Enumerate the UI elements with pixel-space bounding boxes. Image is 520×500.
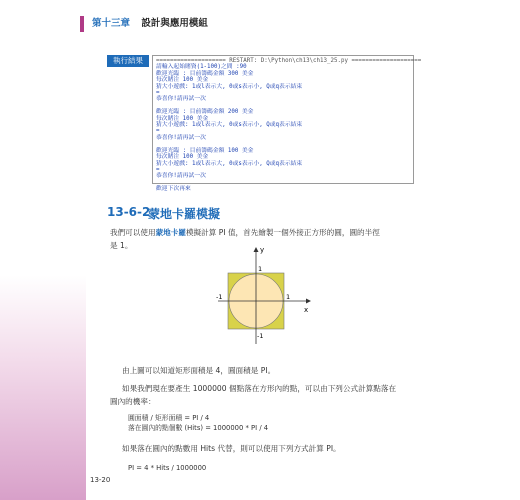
console-line: 每次賭注 100 美金: [156, 115, 209, 122]
console-line: 猜大小遊戲: 1或l表示大, 0或s表示小, Q或q表示結束: [156, 122, 303, 129]
x-axis-label: x: [304, 306, 309, 314]
area-paragraph: 由上圖可以知道矩形面積是 4，圓面積是 PI。: [122, 366, 276, 375]
monte-carlo-figure: [200, 240, 330, 360]
page-header: [92, 15, 208, 29]
console-line: 歡迎下次再來: [156, 186, 191, 193]
console-output-box: [152, 55, 422, 193]
console-line: =: [156, 128, 160, 135]
intro-text-1: 我們可以使用: [110, 228, 156, 237]
formula-1: [128, 413, 268, 433]
tick-pos-x: 1: [286, 293, 291, 301]
console-line: 恭喜你!請再試一次: [156, 173, 206, 180]
console-line: 每次賭注 100 美金: [156, 154, 209, 161]
console-line: 歡迎光臨 : 目前籌碼金額 100 美金: [156, 147, 254, 154]
console-line: 猜大小遊戲: 1或l表示大, 0或s表示小, Q或q表示結束: [156, 83, 303, 90]
console-line: 歡迎光臨 : 目前籌碼金額 300 美金: [156, 70, 254, 77]
console-line: 每次賭注 100 美金: [156, 77, 209, 84]
header-accent-bar: [80, 16, 84, 32]
page-number: 13-20: [90, 476, 111, 484]
tick-pos-y: 1: [258, 265, 263, 273]
console-line: 歡迎光臨 : 目前籌碼金額 200 美金: [156, 109, 254, 116]
console-line: 恭喜你!請再試一次: [156, 96, 206, 103]
console-line: 恭喜你!請再試一次: [156, 134, 206, 141]
points-paragraph-line1: 如果我們現在要產生 1000000 個點落在方形內的點，可以由下列公式計算點落在: [122, 384, 397, 393]
left-decorative-stripe: [0, 0, 86, 500]
x-axis-arrow: [306, 299, 311, 304]
hits-paragraph: 如果落在圓內的點數用 Hits 代替，則可以使用下列方式計算 PI。: [122, 444, 341, 453]
intro-paragraph-line2: 是 1。: [110, 241, 133, 250]
formula-1-line1: 圓面積 / 矩形面積 = PI / 4: [128, 414, 210, 422]
formula-2: PI = 4 * Hits / 1000000: [128, 464, 207, 472]
formula-1-line2: 落在圓內的點個數 (Hits) = 1000000 * PI / 4: [128, 424, 269, 432]
tick-neg-y: -1: [257, 332, 264, 340]
intro-highlight: 蒙地卡羅: [155, 228, 186, 237]
intro-text-2: 模擬計算 PI 值，首先繪製一個外接正方形的圓，圓的半徑: [185, 228, 380, 237]
y-axis-arrow: [254, 247, 259, 252]
chapter-title: 設計與應用模組: [141, 18, 208, 29]
console-line: =: [156, 90, 160, 97]
y-axis-label: y: [260, 246, 265, 254]
run-result-label: 執行結果: [107, 55, 149, 67]
section-number: 13-6-2: [107, 205, 151, 219]
points-paragraph-line2: 圓內的機率：: [110, 397, 156, 406]
console-line: 請輸入起始賭資(1-100)之間 :90: [156, 64, 247, 71]
tick-neg-x: -1: [216, 293, 223, 301]
console-line: ==================== RESTART: D:\Python\ch13\ch13_25.py ====================: [156, 58, 422, 64]
section-title: 蒙地卡羅模擬: [148, 207, 221, 221]
intro-paragraph: [110, 226, 420, 239]
chapter-label: 第十三章: [92, 18, 131, 29]
console-line: 猜大小遊戲: 1或l表示大, 0或s表示小, Q或q表示結束: [156, 160, 303, 167]
console-line: =: [156, 166, 160, 173]
